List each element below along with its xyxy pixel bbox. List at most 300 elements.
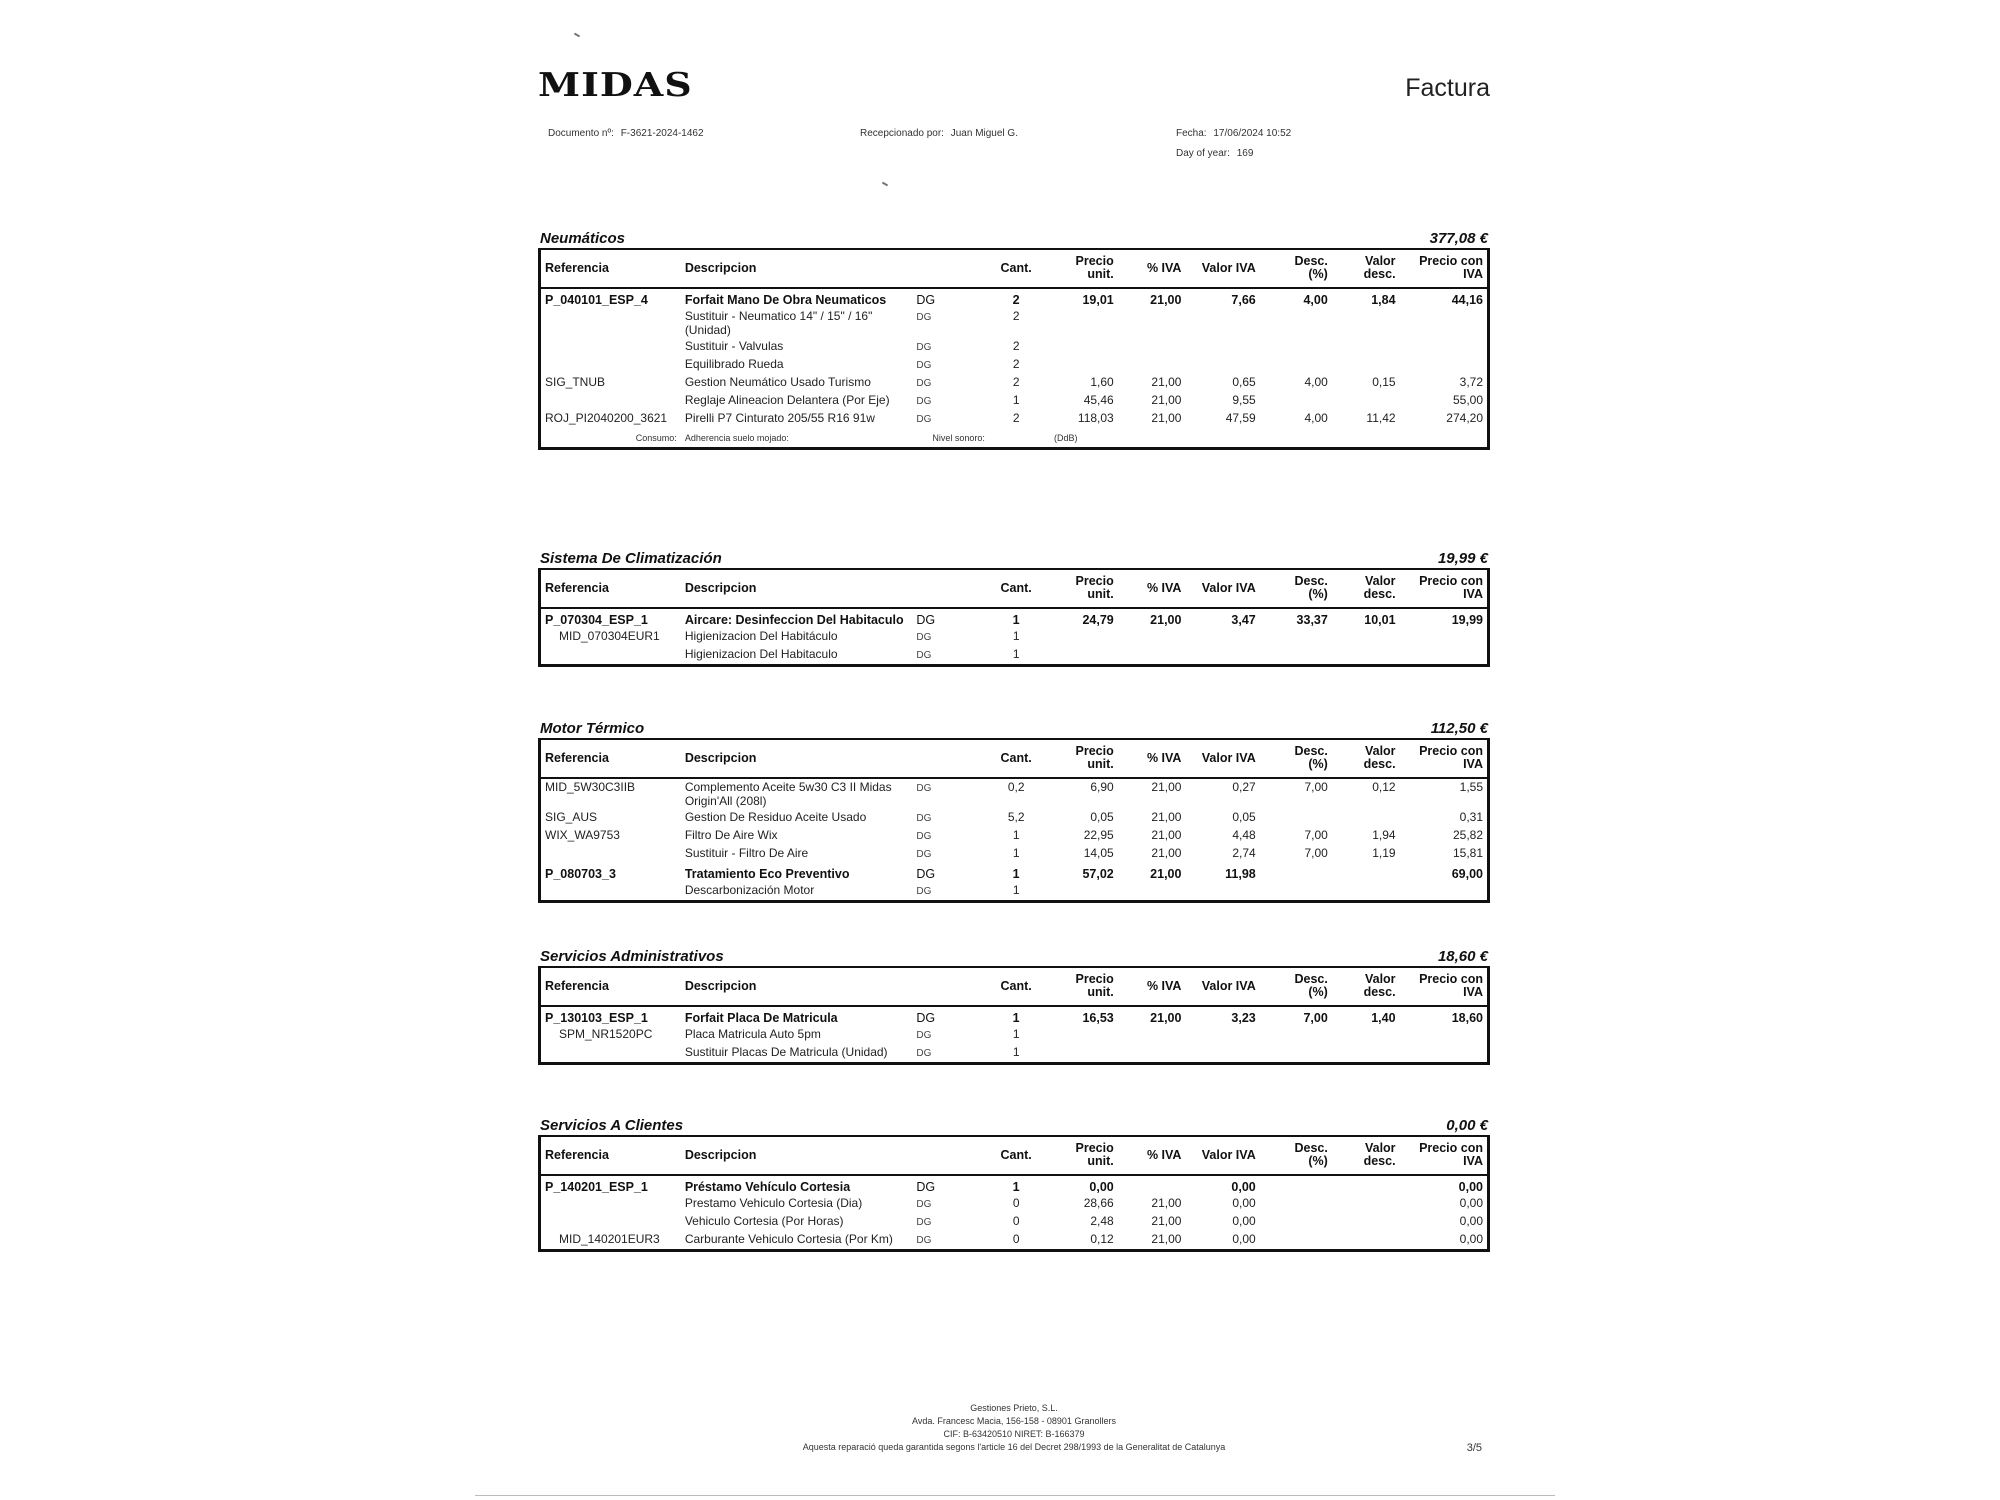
item-reference: SIG_AUS bbox=[545, 810, 598, 824]
col-header-total bbox=[1400, 250, 1487, 288]
item-total bbox=[1400, 882, 1487, 900]
item-description: Descarbonización Motor bbox=[684, 883, 815, 897]
item-tax-code: DG bbox=[916, 378, 932, 389]
item-quantity: 1 bbox=[1012, 1045, 1020, 1059]
col-header-blank bbox=[912, 740, 982, 778]
col-header-desc bbox=[681, 250, 913, 288]
item-unit-price: 19,01 bbox=[1082, 293, 1114, 307]
item-total: 0,31 bbox=[1459, 810, 1483, 824]
item-discount-value bbox=[1332, 356, 1400, 374]
section-total: 19,99 € bbox=[1437, 550, 1488, 567]
line-item bbox=[541, 628, 1487, 646]
item-unit-price bbox=[1050, 1044, 1118, 1062]
col-header-ref bbox=[541, 570, 681, 608]
item-quantity: 0 bbox=[1012, 1196, 1020, 1210]
item-discount-value bbox=[1332, 1026, 1400, 1044]
col-header-iva-val-line-1: Valor IVA bbox=[1201, 750, 1256, 765]
document-number-value: F-3621-2024-1462 bbox=[620, 128, 704, 139]
section-table-box bbox=[538, 1135, 1490, 1252]
item-description: Sustituir - Filtro De Aire bbox=[684, 846, 809, 860]
item-discount-value: 11,42 bbox=[1366, 411, 1396, 425]
col-header-total-line-1: Precio con bbox=[1419, 254, 1483, 268]
col-header-ref-line-1: Referencia bbox=[545, 580, 609, 595]
item-iva-percent: 21,00 bbox=[1151, 1196, 1182, 1210]
item-tax-code: DG bbox=[916, 886, 932, 897]
footer-tax-id: CIF: B-63420510 NIRET: B-166379 bbox=[943, 1429, 1085, 1439]
item-discount-value bbox=[1332, 392, 1400, 410]
col-header-disc-pct-line-2: (%) bbox=[1308, 985, 1328, 999]
col-header-price bbox=[1050, 570, 1118, 608]
col-header-price bbox=[1050, 1137, 1118, 1175]
line-item bbox=[541, 882, 1487, 900]
item-iva-value bbox=[1185, 628, 1259, 646]
item-quantity: 1 bbox=[1012, 1027, 1020, 1041]
col-header-blank bbox=[912, 968, 982, 1006]
invoice-date-label: Fecha: bbox=[1176, 128, 1207, 139]
item-description: Higienizacion Del Habitaculo bbox=[684, 647, 838, 661]
col-header-iva-pct bbox=[1118, 1137, 1186, 1175]
item-total bbox=[1400, 338, 1487, 356]
item-discount-percent bbox=[1260, 1044, 1332, 1062]
col-header-disc-pct bbox=[1260, 570, 1332, 608]
line-item-main bbox=[541, 863, 1487, 882]
item-tax-code: DG bbox=[916, 342, 932, 353]
item-discount-value bbox=[1332, 882, 1400, 900]
item-quantity: 1 bbox=[1012, 629, 1020, 643]
col-header-desc bbox=[681, 570, 913, 608]
item-tax-code: DG bbox=[916, 396, 932, 407]
item-iva-percent bbox=[1118, 308, 1186, 338]
item-reference bbox=[541, 1195, 681, 1213]
item-tax-code: DG bbox=[916, 1217, 932, 1228]
item-tax-code: DG bbox=[916, 414, 932, 425]
col-header-price bbox=[1050, 250, 1118, 288]
line-item-main bbox=[541, 608, 1487, 628]
item-unit-price: 57,02 bbox=[1082, 867, 1114, 881]
item-reference: ROJ_PI2040200_3621 bbox=[545, 411, 668, 425]
line-item bbox=[541, 392, 1487, 410]
item-quantity: 1 bbox=[1012, 867, 1020, 881]
col-header-desc bbox=[681, 1137, 913, 1175]
line-item-main bbox=[541, 1006, 1487, 1026]
col-header-disc-val bbox=[1332, 968, 1400, 1006]
table-header-row bbox=[541, 968, 1487, 1006]
item-description: Sustituir - Valvulas bbox=[684, 339, 784, 353]
item-iva-value bbox=[1185, 1026, 1259, 1044]
item-iva-value: 0,05 bbox=[1232, 810, 1256, 824]
item-discount-percent bbox=[1260, 1195, 1332, 1213]
tyre-note-filler bbox=[1118, 428, 1487, 447]
col-header-disc-pct-line-2: (%) bbox=[1308, 1154, 1328, 1168]
tyre-consumption-label: Consumo: bbox=[635, 433, 677, 443]
col-header-total-line-2: IVA bbox=[1463, 267, 1483, 281]
item-iva-percent: 21,00 bbox=[1151, 846, 1182, 860]
item-reference bbox=[541, 882, 681, 900]
col-header-disc-val-line-2: desc. bbox=[1363, 587, 1396, 601]
item-description: Forfait Mano De Obra Neumaticos bbox=[684, 293, 887, 307]
col-header-iva-pct-line-1: % IVA bbox=[1146, 260, 1182, 275]
item-tax-code: DG bbox=[916, 867, 936, 881]
col-header-ref-line-1: Referencia bbox=[545, 1147, 609, 1162]
received-by bbox=[860, 128, 1018, 139]
item-reference: P_070304_ESP_1 bbox=[545, 613, 648, 627]
col-header-ref bbox=[541, 1137, 681, 1175]
col-header-ref-line-1: Referencia bbox=[545, 750, 609, 765]
item-discount-value bbox=[1332, 1044, 1400, 1062]
col-header-total-line-1: Precio con bbox=[1419, 972, 1483, 986]
col-header-disc-pct-line-2: (%) bbox=[1308, 267, 1328, 281]
item-tax-code: DG bbox=[916, 813, 932, 824]
line-item bbox=[541, 778, 1487, 809]
section-title: Neumáticos bbox=[540, 230, 626, 247]
col-header-iva-val-line-1: Valor IVA bbox=[1201, 1147, 1256, 1162]
item-iva-percent bbox=[1118, 1044, 1186, 1062]
col-header-ref bbox=[541, 740, 681, 778]
scan-speck bbox=[882, 182, 888, 187]
section-header bbox=[538, 548, 1490, 568]
line-item bbox=[541, 809, 1487, 827]
col-header-qty-line-1: Cant. bbox=[1000, 1147, 1032, 1162]
item-discount-value bbox=[1332, 1213, 1400, 1231]
item-description: Reglaje Alineacion Delantera (Por Eje) bbox=[684, 393, 890, 407]
col-header-disc-val-line-2: desc. bbox=[1363, 757, 1396, 771]
item-iva-percent: 21,00 bbox=[1151, 411, 1182, 425]
item-quantity: 0 bbox=[1012, 1214, 1020, 1228]
item-quantity: 5,2 bbox=[1007, 810, 1025, 824]
bottom-scan-edge bbox=[475, 1495, 1555, 1496]
item-discount-percent: 7,00 bbox=[1304, 828, 1328, 842]
col-header-iva-val bbox=[1185, 1137, 1259, 1175]
item-unit-price bbox=[1050, 1026, 1118, 1044]
page-number: 3/5 bbox=[1466, 1442, 1482, 1454]
item-tax-code: DG bbox=[916, 632, 932, 643]
item-total: 0,00 bbox=[1459, 1196, 1483, 1210]
col-header-total bbox=[1400, 1137, 1487, 1175]
item-reference bbox=[541, 845, 681, 863]
section-header bbox=[538, 946, 1490, 966]
col-header-price-line-1: Precio bbox=[1075, 1141, 1114, 1155]
line-item-main bbox=[541, 288, 1487, 308]
col-header-iva-val-line-1: Valor IVA bbox=[1201, 580, 1256, 595]
item-iva-value: 4,48 bbox=[1232, 828, 1256, 842]
item-discount-value: 0,15 bbox=[1372, 375, 1396, 389]
table-header-row bbox=[541, 250, 1487, 288]
item-discount-percent: 7,00 bbox=[1304, 846, 1328, 860]
col-header-price-line-2: unit. bbox=[1087, 1154, 1114, 1168]
item-total bbox=[1400, 628, 1487, 646]
item-discount-value: 1,40 bbox=[1371, 1011, 1396, 1025]
col-header-total-line-1: Precio con bbox=[1419, 744, 1483, 758]
item-iva-value bbox=[1185, 646, 1259, 664]
item-discount-percent bbox=[1260, 308, 1332, 338]
col-header-disc-val bbox=[1332, 570, 1400, 608]
col-header-price-line-2: unit. bbox=[1087, 757, 1114, 771]
item-reference: MID_140201EUR3 bbox=[559, 1232, 660, 1246]
item-unit-price: 22,95 bbox=[1083, 828, 1114, 842]
col-header-price-line-1: Precio bbox=[1075, 574, 1114, 588]
item-tax-code: DG bbox=[916, 1180, 936, 1194]
item-quantity: 1 bbox=[1012, 828, 1020, 842]
item-iva-percent: 21,00 bbox=[1150, 293, 1182, 307]
col-header-disc-pct-line-1: Desc. bbox=[1294, 254, 1328, 268]
line-item bbox=[541, 845, 1487, 863]
col-header-disc-val-line-1: Valor bbox=[1364, 972, 1396, 986]
item-description: Filtro De Aire Wix bbox=[684, 828, 778, 842]
section-total: 18,60 € bbox=[1437, 948, 1488, 965]
item-description: Sustituir - Neumatico 14" / 15" / 16" (Unidad) bbox=[684, 309, 873, 337]
item-total: 0,00 bbox=[1459, 1214, 1483, 1228]
item-tax-code: DG bbox=[916, 360, 932, 371]
col-header-disc-pct bbox=[1260, 1137, 1332, 1175]
table-header-row bbox=[541, 740, 1487, 778]
item-unit-price bbox=[1050, 356, 1118, 374]
item-quantity: 1 bbox=[1012, 393, 1020, 407]
section-table-box bbox=[538, 738, 1490, 903]
item-iva-value bbox=[1185, 308, 1259, 338]
item-iva-percent: 21,00 bbox=[1151, 828, 1182, 842]
col-header-iva-val-line-1: Valor IVA bbox=[1201, 978, 1256, 993]
item-discount-percent bbox=[1260, 628, 1332, 646]
col-header-total bbox=[1400, 570, 1487, 608]
document-number bbox=[548, 128, 704, 139]
item-discount-value: 1,19 bbox=[1372, 846, 1396, 860]
item-reference: P_140201_ESP_1 bbox=[545, 1180, 648, 1194]
item-total: 0,00 bbox=[1459, 1232, 1483, 1246]
section-total: 112,50 € bbox=[1430, 720, 1488, 737]
col-header-disc-val-line-1: Valor bbox=[1364, 1141, 1396, 1155]
col-header-iva-pct-line-1: % IVA bbox=[1146, 580, 1182, 595]
item-discount-percent bbox=[1260, 1026, 1332, 1044]
day-of-year-value: 169 bbox=[1236, 148, 1254, 159]
item-reference bbox=[541, 392, 681, 410]
item-discount-percent bbox=[1260, 1231, 1332, 1249]
item-quantity: 1 bbox=[1012, 883, 1020, 897]
item-iva-value: 3,47 bbox=[1231, 613, 1256, 627]
col-header-total-line-2: IVA bbox=[1463, 757, 1483, 771]
item-unit-price: 28,66 bbox=[1083, 1196, 1114, 1210]
item-quantity: 0,2 bbox=[1007, 780, 1025, 794]
table-header-row bbox=[541, 1137, 1487, 1175]
item-total: 18,60 bbox=[1451, 1011, 1483, 1025]
item-total bbox=[1400, 356, 1487, 374]
item-iva-value: 7,66 bbox=[1231, 293, 1256, 307]
item-total bbox=[1400, 1026, 1487, 1044]
item-reference: P_080703_3 bbox=[545, 867, 616, 881]
item-reference: P_130103_ESP_1 bbox=[545, 1011, 648, 1025]
section-table bbox=[541, 250, 1487, 447]
col-header-qty bbox=[982, 1137, 1050, 1175]
item-discount-percent bbox=[1260, 646, 1332, 664]
section-table bbox=[541, 968, 1487, 1062]
item-discount-percent: 4,00 bbox=[1304, 411, 1328, 425]
col-header-disc-val bbox=[1332, 1137, 1400, 1175]
line-item bbox=[541, 356, 1487, 374]
item-iva-percent bbox=[1118, 628, 1186, 646]
received-by-value: Juan Miguel G. bbox=[950, 128, 1018, 139]
item-iva-percent bbox=[1118, 356, 1186, 374]
item-iva-value: 47,59 bbox=[1225, 411, 1256, 425]
item-iva-percent: 21,00 bbox=[1151, 1232, 1182, 1246]
item-total bbox=[1400, 1044, 1487, 1062]
col-header-disc-pct bbox=[1260, 968, 1332, 1006]
line-item-main bbox=[541, 1175, 1487, 1195]
item-discount-percent bbox=[1260, 882, 1332, 900]
item-discount-percent: 7,00 bbox=[1303, 1011, 1328, 1025]
col-header-qty-line-1: Cant. bbox=[1000, 750, 1032, 765]
item-quantity: 1 bbox=[1012, 1011, 1020, 1025]
item-discount-percent bbox=[1260, 356, 1332, 374]
col-header-iva-val bbox=[1185, 740, 1259, 778]
item-discount-value: 10,01 bbox=[1364, 613, 1396, 627]
item-quantity: 0 bbox=[1012, 1232, 1020, 1246]
item-tax-code: DG bbox=[916, 650, 932, 661]
line-item bbox=[541, 308, 1487, 338]
item-iva-value: 0,00 bbox=[1232, 1196, 1256, 1210]
item-iva-value: 0,00 bbox=[1232, 1214, 1256, 1228]
item-discount-value: 1,84 bbox=[1371, 293, 1396, 307]
col-header-disc-val-line-2: desc. bbox=[1363, 985, 1396, 999]
col-header-disc-val-line-1: Valor bbox=[1364, 254, 1396, 268]
footer-address: Avda. Francesc Macia, 156-158 - 08901 Granollers bbox=[912, 1416, 1116, 1426]
item-discount-value bbox=[1332, 863, 1400, 882]
line-item bbox=[541, 827, 1487, 845]
item-tax-code: DG bbox=[916, 1235, 932, 1246]
item-total: 19,99 bbox=[1451, 613, 1483, 627]
item-iva-value: 3,23 bbox=[1231, 1011, 1256, 1025]
item-iva-percent: 21,00 bbox=[1150, 867, 1182, 881]
col-header-disc-val-line-2: desc. bbox=[1363, 1154, 1396, 1168]
item-iva-value bbox=[1185, 356, 1259, 374]
item-description: Gestion Neumático Usado Turismo bbox=[684, 375, 871, 389]
item-unit-price: 118,03 bbox=[1077, 411, 1114, 425]
item-reference: WIX_WA9753 bbox=[545, 828, 620, 842]
item-quantity: 2 bbox=[1012, 411, 1020, 425]
document-title: Factura bbox=[1405, 74, 1490, 102]
table-header-row bbox=[541, 570, 1487, 608]
item-iva-percent bbox=[1118, 338, 1186, 356]
item-description: Prestamo Vehiculo Cortesia (Dia) bbox=[684, 1196, 863, 1210]
item-total: 69,00 bbox=[1451, 867, 1483, 881]
section-title: Servicios A Clientes bbox=[540, 1117, 684, 1134]
col-header-disc-pct bbox=[1260, 740, 1332, 778]
col-header-ref bbox=[541, 968, 681, 1006]
item-iva-percent: 21,00 bbox=[1151, 1214, 1182, 1228]
col-header-desc bbox=[681, 740, 913, 778]
col-header-total-line-2: IVA bbox=[1463, 587, 1483, 601]
col-header-total-line-1: Precio con bbox=[1419, 1141, 1483, 1155]
col-header-price-line-1: Precio bbox=[1075, 744, 1114, 758]
tyre-noise-label: Nivel sonoro: bbox=[932, 433, 985, 443]
col-header-total-line-2: IVA bbox=[1463, 985, 1483, 999]
item-reference bbox=[541, 1044, 681, 1062]
item-tax-code: DG bbox=[916, 849, 932, 860]
item-description: Complemento Aceite 5w30 C3 II Midas Origin'All (208l) bbox=[684, 780, 892, 808]
section-table-box bbox=[538, 966, 1490, 1065]
item-discount-value: 0,12 bbox=[1372, 780, 1396, 794]
item-unit-price: 14,05 bbox=[1083, 846, 1114, 860]
item-description: Placa Matricula Auto 5pm bbox=[684, 1027, 821, 1041]
col-header-iva-val bbox=[1185, 570, 1259, 608]
item-unit-price: 45,46 bbox=[1083, 393, 1114, 407]
item-reference: P_040101_ESP_4 bbox=[545, 293, 648, 307]
item-description: Vehiculo Cortesia (Por Horas) bbox=[684, 1214, 844, 1228]
invoice-page bbox=[538, 40, 1490, 1480]
item-total: 0,00 bbox=[1458, 1180, 1483, 1194]
col-header-disc-pct-line-1: Desc. bbox=[1294, 972, 1328, 986]
item-reference bbox=[541, 356, 681, 374]
item-iva-percent bbox=[1118, 882, 1186, 900]
item-reference: SPM_NR1520PC bbox=[559, 1027, 653, 1041]
col-header-iva-pct bbox=[1118, 570, 1186, 608]
item-total: 55,00 bbox=[1452, 393, 1483, 407]
line-item bbox=[541, 1044, 1487, 1062]
item-unit-price: 2,48 bbox=[1090, 1214, 1114, 1228]
col-header-qty-line-1: Cant. bbox=[1000, 580, 1032, 595]
item-iva-value: 0,00 bbox=[1231, 1180, 1256, 1194]
col-header-qty-line-1: Cant. bbox=[1000, 978, 1032, 993]
item-reference: MID_5W30C3IIB bbox=[545, 780, 636, 794]
tyre-label-row bbox=[541, 428, 1487, 447]
section-table bbox=[541, 570, 1487, 664]
item-iva-percent: 21,00 bbox=[1151, 810, 1182, 824]
item-iva-percent: 21,00 bbox=[1151, 393, 1182, 407]
item-tax-code: DG bbox=[916, 312, 932, 323]
section-2 bbox=[538, 718, 1490, 903]
item-description: Aircare: Desinfeccion Del Habitaculo bbox=[684, 613, 904, 627]
item-iva-value: 0,65 bbox=[1232, 375, 1256, 389]
col-header-iva-pct-line-1: % IVA bbox=[1146, 1147, 1182, 1162]
line-item bbox=[541, 646, 1487, 664]
item-discount-percent bbox=[1260, 809, 1332, 827]
footer-company-name: Gestiones Prieto, S.L. bbox=[970, 1403, 1058, 1413]
col-header-price-line-1: Precio bbox=[1075, 972, 1114, 986]
item-discount-value bbox=[1332, 338, 1400, 356]
item-description: Sustituir Placas De Matricula (Unidad) bbox=[684, 1045, 888, 1059]
col-header-desc-line-1: Descripcion bbox=[684, 1147, 757, 1162]
col-header-qty bbox=[982, 968, 1050, 1006]
item-iva-value: 0,00 bbox=[1232, 1232, 1256, 1246]
col-header-iva-pct-line-1: % IVA bbox=[1146, 750, 1182, 765]
col-header-iva-val-line-1: Valor IVA bbox=[1201, 260, 1256, 275]
section-total: 0,00 € bbox=[1446, 1117, 1488, 1134]
item-unit-price bbox=[1050, 882, 1118, 900]
col-header-total-line-2: IVA bbox=[1463, 1154, 1483, 1168]
col-header-blank bbox=[912, 250, 982, 288]
col-header-iva-pct bbox=[1118, 740, 1186, 778]
col-header-price bbox=[1050, 740, 1118, 778]
col-header-desc bbox=[681, 968, 913, 1006]
col-header-qty bbox=[982, 740, 1050, 778]
item-iva-percent bbox=[1118, 1026, 1186, 1044]
item-tax-code: DG bbox=[916, 613, 936, 627]
item-reference bbox=[541, 338, 681, 356]
tyre-wet-grip-label: Adherencia suelo mojado: bbox=[684, 433, 789, 443]
item-quantity: 2 bbox=[1012, 375, 1020, 389]
item-discount-percent bbox=[1260, 863, 1332, 882]
col-header-desc-line-1: Descripcion bbox=[684, 260, 757, 275]
item-discount-percent bbox=[1260, 392, 1332, 410]
item-total: 274,20 bbox=[1446, 411, 1483, 425]
item-iva-percent bbox=[1118, 1175, 1186, 1195]
tyre-noise-unit: (DdB) bbox=[1054, 433, 1078, 443]
item-description: Gestion De Residuo Aceite Usado bbox=[684, 810, 867, 824]
col-header-desc-line-1: Descripcion bbox=[684, 978, 757, 993]
col-header-iva-pct-line-1: % IVA bbox=[1146, 978, 1182, 993]
item-discount-value bbox=[1332, 646, 1400, 664]
item-quantity: 2 bbox=[1012, 357, 1020, 371]
item-tax-code: DG bbox=[916, 1199, 932, 1210]
item-tax-code: DG bbox=[916, 1030, 932, 1041]
